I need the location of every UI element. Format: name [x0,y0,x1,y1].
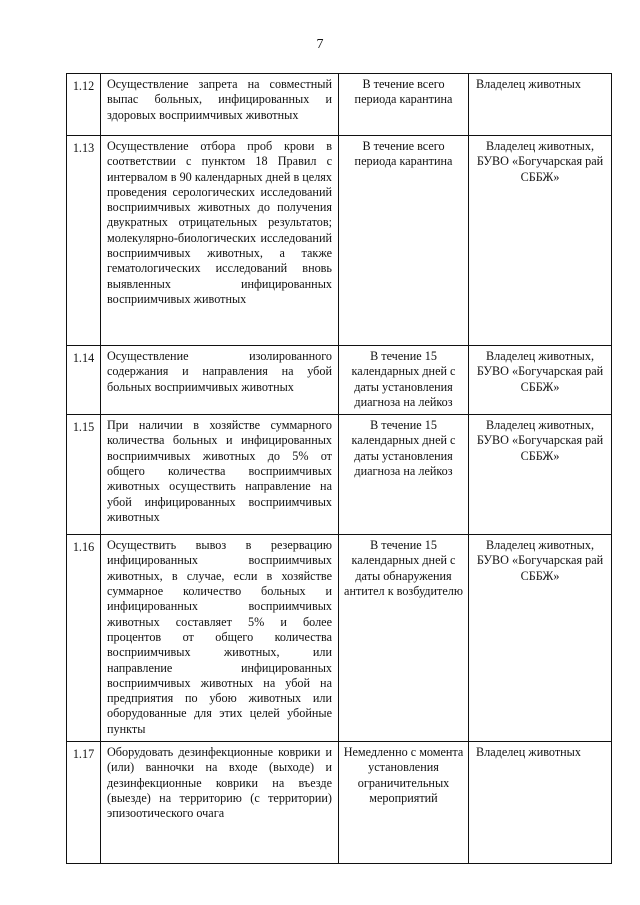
table-row [67,136,612,346]
row-action: Осуществление изолированного содержания и направления на убой больных восприимчивых животных [101,346,339,415]
row-number: 1.16 [67,535,101,742]
row-term: В течение всего периода карантина [339,74,469,136]
row-responsible: Владелец животных [469,74,612,136]
row-term: В течение 15 календарных дней с даты обнаружения антител к возбудителю [339,535,469,742]
row-responsible: Владелец животных, БУВО «Богучарская рай СББЖ» [469,535,612,742]
row-responsible: Владелец животных, БУВО «Богучарская рай СББЖ» [469,346,612,415]
row-responsible: Владелец животных, БУВО «Богучарская рай СББЖ» [469,415,612,535]
table-row [67,346,612,415]
row-action: Осуществить вывоз в резервацию инфицированных восприимчивых животных, в случае, если в хозяйстве суммарное количество больных и инфицированных восприимчивых животных составляет 5% и более процентов от общего количества восприимчивых животных, или направление инфицированных восприимчивых животных на убой на предприятия по убою животных или оборудованные для этих целей убойные пункты [101,535,339,742]
table-row [67,415,612,535]
measures-table [66,73,612,864]
table-row [67,742,612,864]
row-term: В течение всего периода карантина [339,136,469,346]
table-row [67,74,612,136]
table-row [67,535,612,742]
row-action: Осуществление запрета на совместный выпас больных, инфицированных и здоровых восприимчивых животных [101,74,339,136]
page-number: 7 [316,37,324,52]
row-term: В течение 15 календарных дней с даты установления диагноза на лейкоз [339,346,469,415]
row-action: Осуществление отбора проб крови в соответствии с пунктом 18 Правил с интервалом в 90 календарных дней в целях проведения серологических исследований восприимчивых животных до получения двукратных отрицательных результатов; молекулярно-биологических исследований восприимчивых животных, а также гематологических исследований вновь выявленных инфицированных восприимчивых животных [101,136,339,346]
row-number: 1.17 [67,742,101,864]
row-action: Оборудовать дезинфекционные коврики и (или) ванночки на входе (выходе) и дезинфекционные коврики на въезде (выезде) на территорию (с территории) эпизоотического очага [101,742,339,864]
row-responsible: Владелец животных [469,742,612,864]
row-term: В течение 15 календарных дней с даты установления диагноза на лейкоз [339,415,469,535]
row-number: 1.12 [67,74,101,136]
row-number: 1.15 [67,415,101,535]
row-term: Немедленно с момента установления ограничительных мероприятий [339,742,469,864]
row-action: При наличии в хозяйстве суммарного количества больных и инфицированных восприимчивых животных до 5% от общего количества восприимчивых животных осуществить направление на убой инфицированных восприимчивых животных [101,415,339,535]
row-number: 1.14 [67,346,101,415]
row-responsible: Владелец животных, БУВО «Богучарская рай СББЖ» [469,136,612,346]
row-number: 1.13 [67,136,101,346]
